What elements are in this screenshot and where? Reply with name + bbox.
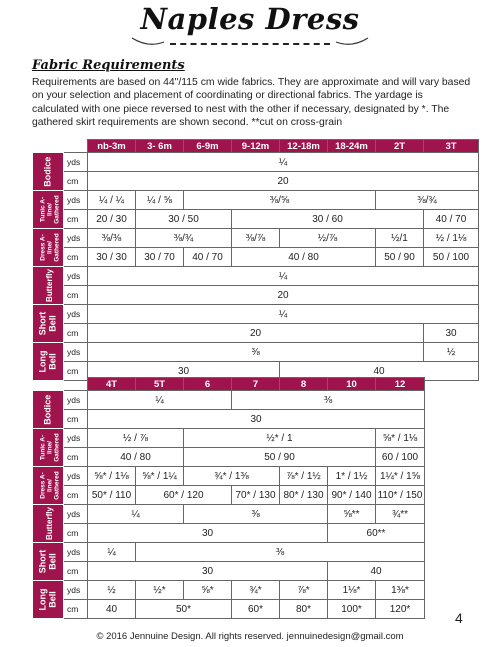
table-cell: 60 / 100 [376, 448, 425, 467]
size-header: 3- 6m [136, 140, 184, 153]
unit-label: cm [64, 524, 88, 543]
size-header: 3T [424, 140, 479, 153]
table-cell: 50 / 100 [424, 248, 479, 267]
unit-label: yds [64, 505, 88, 524]
unit-label: cm [64, 324, 88, 343]
table-cell: 30 / 30 [88, 248, 136, 267]
table-cell: 20 / 30 [88, 210, 136, 229]
size-header: nb-3m [88, 140, 136, 153]
size-header: 18-24m [328, 140, 376, 153]
unit-label: yds [64, 581, 88, 600]
table-cell: 30 [88, 362, 280, 381]
table-cell: ⅝* / 1¼ [136, 467, 184, 486]
table-cell: ¼ [88, 153, 479, 172]
page-number: 4 [455, 610, 463, 626]
unit-label: cm [64, 486, 88, 505]
table-cell: ¼ [88, 505, 184, 524]
table-cell: ⅜ [136, 543, 425, 562]
table-cell: ⅜/⅞ [232, 229, 280, 248]
table-cell: ¼ [88, 267, 479, 286]
header-row [33, 378, 425, 391]
table-cell: 40 [88, 600, 136, 619]
table-cell: 30 [424, 324, 479, 343]
table-cell: 60* [232, 600, 280, 619]
table-cell: ⅜/⅜ [88, 229, 136, 248]
table-cell: ⅜ [88, 343, 424, 362]
table-cell: ¼ [88, 305, 479, 324]
table-cell: 100* [328, 600, 376, 619]
unit-label: cm [64, 600, 88, 619]
table-cell: ⅜/⅝ [184, 191, 376, 210]
category-bodice: Bodice [33, 153, 64, 191]
table-cell: 40 / 70 [184, 248, 232, 267]
size-header: 8 [280, 378, 328, 391]
table-cell: 1¼* / 1⅝ [376, 467, 425, 486]
category-long-bell: Long Bell [33, 581, 64, 619]
table-cell: 80* [280, 600, 328, 619]
size-header: 4T [88, 378, 136, 391]
category-butterfly: Butterfly [33, 505, 64, 543]
unit-label: yds [64, 229, 88, 248]
table-cell: ⅝* [184, 581, 232, 600]
category-long-bell: Long Bell [33, 343, 64, 381]
table-cell: ¼ [88, 391, 232, 410]
table-cell: 30 / 70 [136, 248, 184, 267]
unit-label: yds [64, 543, 88, 562]
table-cell: ⅞* / 1½ [280, 467, 328, 486]
table-cell: 1⅛* [328, 581, 376, 600]
header-row [33, 140, 479, 153]
unit-label: yds [64, 153, 88, 172]
table-cell: ½* [136, 581, 184, 600]
table-cell: 40 / 80 [232, 248, 376, 267]
table-cell: ⅜/¾ [136, 229, 232, 248]
table-cell: 30 [88, 524, 328, 543]
category-bodice: Bodice [33, 391, 64, 429]
footer-copyright: © 2016 Jennuine Design. All rights reserved. jennuinedesign@gmail.com [96, 631, 404, 642]
table-cell: ⅜/¾ [376, 191, 479, 210]
table-cell: ⅜ [184, 505, 328, 524]
size-header: 2T [376, 140, 424, 153]
table-cell: 30 [88, 410, 425, 429]
size-header: 9-12m [232, 140, 280, 153]
unit-label: cm [64, 248, 88, 267]
title-dashed-rule [170, 43, 330, 45]
table-cell: ½/⅞ [280, 229, 376, 248]
unit-label: cm [64, 362, 88, 381]
table-cell: ½ [88, 581, 136, 600]
unit-label: cm [64, 286, 88, 305]
table-cell: ½/1 [376, 229, 424, 248]
table-cell: 20 [88, 324, 424, 343]
table-cell: 30 [88, 562, 328, 581]
size-header: 5T [136, 378, 184, 391]
table-cell: 50* / 110 [88, 486, 136, 505]
category-tunic: Tunic A-line/ Gathered [33, 429, 64, 467]
table-cell: 20 [88, 286, 479, 305]
table-cell: 50* [136, 600, 232, 619]
document-title: Naples Dress [140, 2, 360, 36]
table-cell: ¾** [376, 505, 425, 524]
table-cell: 80* / 130 [280, 486, 328, 505]
table-cell: ⅜ [232, 391, 425, 410]
unit-label: cm [64, 448, 88, 467]
category-dress: Dress A-line/ Gathered [33, 467, 64, 505]
unit-label: cm [64, 172, 88, 191]
table-cell: 110* / 150 [376, 486, 425, 505]
unit-label: yds [64, 305, 88, 324]
fabric-table-sizes-4t-12 [32, 377, 425, 619]
unit-label: yds [64, 343, 88, 362]
size-header: 6-9m [184, 140, 232, 153]
category-short-bell: Short Bell [33, 305, 64, 343]
table-cell: 120* [376, 600, 425, 619]
unit-label: cm [64, 562, 88, 581]
unit-label: yds [64, 391, 88, 410]
size-header: 6 [184, 378, 232, 391]
size-header: 10 [328, 378, 376, 391]
unit-label: yds [64, 191, 88, 210]
size-header: 7 [232, 378, 280, 391]
table-cell: ½ / 1⅛ [424, 229, 479, 248]
unit-label: cm [64, 410, 88, 429]
table-cell: 60** [328, 524, 425, 543]
table-cell: 30 / 60 [232, 210, 424, 229]
table-cell: 1⅜* [376, 581, 425, 600]
table-cell: ¾* [232, 581, 280, 600]
category-short-bell: Short Bell [33, 543, 64, 581]
unit-label: yds [64, 429, 88, 448]
table-cell: 20 [88, 172, 479, 191]
table-cell: 50 / 90 [376, 248, 424, 267]
table-cell: ⅝* / 1⅛ [88, 467, 136, 486]
table-cell: ¼ [88, 543, 136, 562]
table-cell: 1* / 1½ [328, 467, 376, 486]
table-cell: 40 [328, 562, 425, 581]
table-cell: 60* / 120 [136, 486, 232, 505]
table-cell: ½* / 1 [184, 429, 376, 448]
table-cell: 70* / 130 [232, 486, 280, 505]
size-header: 12 [376, 378, 425, 391]
category-tunic: Tunic A-line/ Gathered [33, 191, 64, 229]
table-cell: ½ [424, 343, 479, 362]
size-header: 12-18m [280, 140, 328, 153]
table-cell: 30 / 50 [136, 210, 232, 229]
table-cell: ⅞* [280, 581, 328, 600]
table-cell: ¾* / 1⅜ [184, 467, 280, 486]
table-cell: 40 [280, 362, 479, 381]
category-butterfly: Butterfly [33, 267, 64, 305]
unit-label: cm [64, 210, 88, 229]
table-cell: 40 / 80 [88, 448, 184, 467]
left-swirl-ornament [130, 36, 166, 46]
right-swirl-ornament [334, 36, 370, 46]
table-cell: ¼ / ⅝ [136, 191, 184, 210]
table-cell: ½ / ⅞ [88, 429, 184, 448]
unit-label: yds [64, 467, 88, 486]
table-cell: 50 / 90 [184, 448, 376, 467]
table-cell: 40 / 70 [424, 210, 479, 229]
fabric-table-sizes-nb-3t [32, 139, 479, 381]
table-cell: ⅝* / 1⅛ [376, 429, 425, 448]
table-cell: ⅝** [328, 505, 376, 524]
intro-paragraph: Requirements are based on 44"/115 cm wide fabrics. They are approximate and will vary based on your selection and placement of coordinating or directional fabrics. The yardage is calculated with one piece reversed to nest with the other if necessary, designated by *. The gathered skirt requirements are shown second. **cut on cross-grain [32, 77, 471, 128]
section-heading: Fabric Requirements [32, 58, 185, 73]
category-dress: Dress A-line/ Gathered [33, 229, 64, 267]
unit-label: yds [64, 267, 88, 286]
table-cell: 90* / 140 [328, 486, 376, 505]
table-cell: ¼ / ¼ [88, 191, 136, 210]
